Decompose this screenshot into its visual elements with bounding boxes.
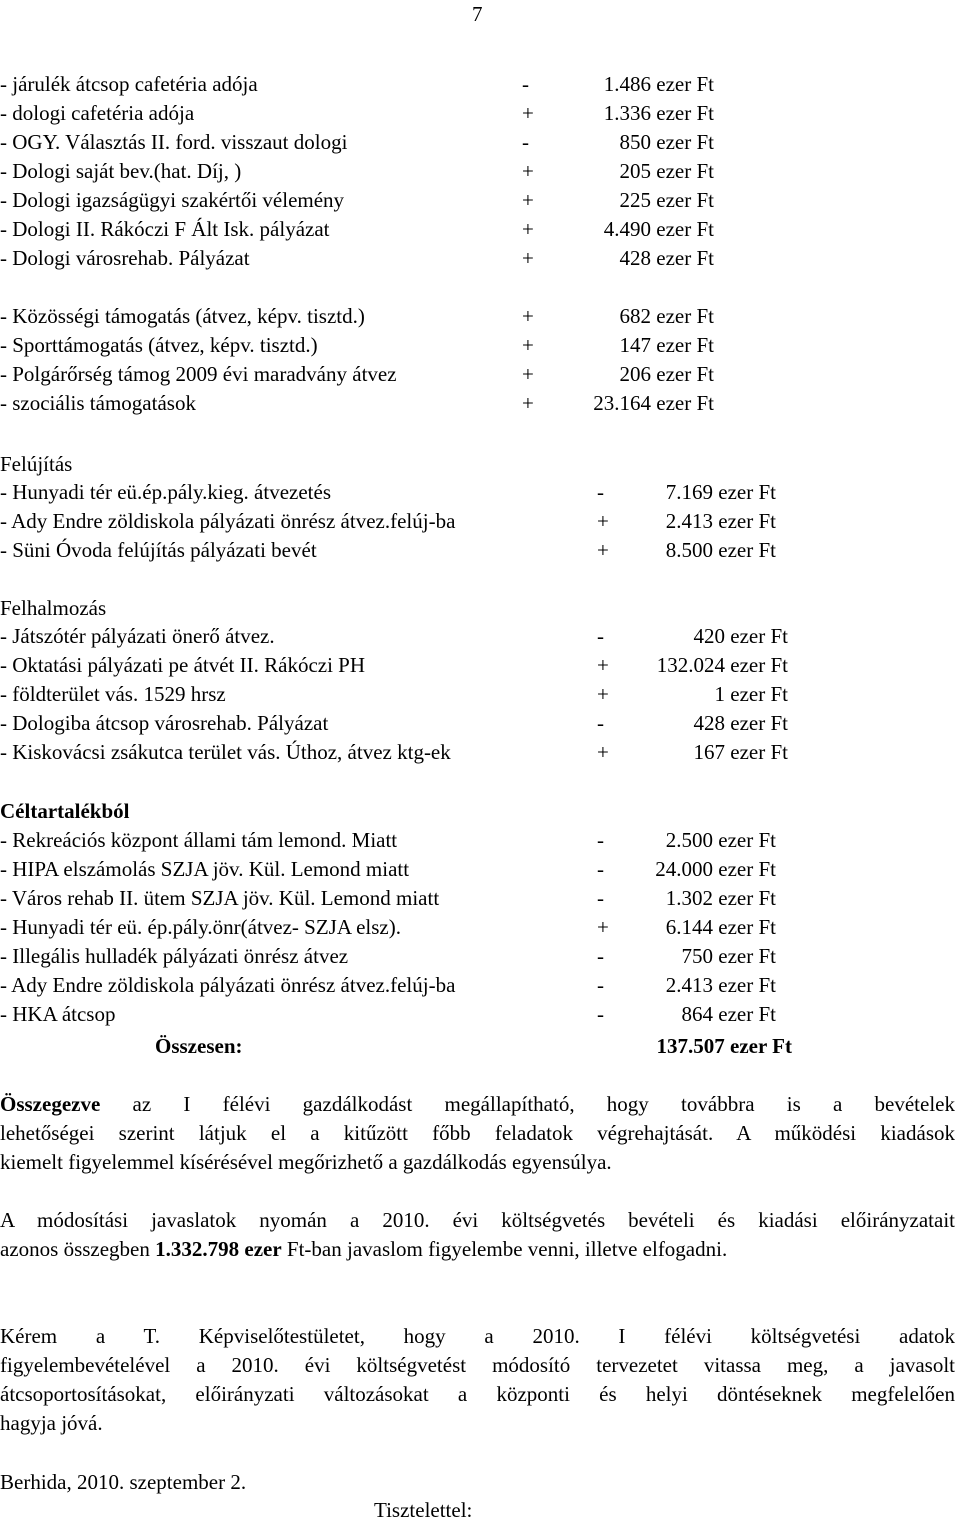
item-sign: - [522, 72, 529, 96]
budget-row [0, 680, 960, 709]
proposal-line-1: A módosítási javaslatok nyomán a 2010. évi költségvetés bevételi és kiadási előirányzatait [0, 1208, 955, 1232]
budget-row [0, 971, 960, 1000]
budget-row [0, 622, 960, 651]
item-amount: 2.413 ezer Ft [665, 973, 776, 997]
budget-row [0, 651, 960, 680]
item-sign: - [597, 944, 604, 968]
total-row [0, 1032, 960, 1061]
budget-row [0, 709, 960, 738]
budget-row [0, 389, 960, 418]
budget-row [0, 186, 960, 215]
item-sign: - [597, 828, 604, 852]
item-label: - Illegális hulladék pályázati önrész átvez [0, 944, 349, 968]
item-sign: - [597, 886, 604, 910]
budget-row [0, 157, 960, 186]
item-amount: 8.500 ezer Ft [665, 538, 776, 562]
heading-celtartalek: Céltartalékból [0, 799, 130, 823]
item-sign: - [597, 480, 604, 504]
place-date: Berhida, 2010. szeptember 2. [0, 1470, 247, 1494]
item-label: - HIPA elszámolás SZJA jöv. Kül. Lemond miatt [0, 857, 410, 881]
item-amount: 1.486 ezer Ft [603, 72, 714, 96]
item-sign: + [522, 217, 534, 241]
budget-row [0, 215, 960, 244]
proposal-line-2-after: Ft-ban javaslom figyelembe venni, illetve elfogadni. [281, 1237, 728, 1261]
item-amount: 682 ezer Ft [619, 304, 714, 328]
item-sign: - [597, 711, 604, 735]
item-sign: - [597, 973, 604, 997]
proposal-line-2 [0, 1235, 955, 1264]
summary-line-1 [0, 1090, 955, 1119]
item-label: - Játszótér pályázati önerő átvez. [0, 624, 275, 648]
request-line-2: figyelembevételével a 2010. évi költségvetést módosító tervezetet vitassa meg, a javasolt [0, 1353, 955, 1377]
heading-felhalmozas: Felhalmozás [0, 596, 107, 620]
budget-row [0, 855, 960, 884]
item-amount: 6.144 ezer Ft [665, 915, 776, 939]
budget-row [0, 507, 960, 536]
item-label: - Közösségi támogatás (átvez, képv. tisztd.) [0, 304, 365, 328]
total-amount: 137.507 ezer Ft [656, 1034, 792, 1058]
item-label: - Dologi II. Rákóczi F Ált Isk. pályázat [0, 217, 330, 241]
item-label: - Dologi városrehab. Pályázat [0, 246, 250, 270]
heading-felujitas: Felújítás [0, 452, 73, 476]
item-amount: 4.490 ezer Ft [603, 217, 714, 241]
budget-row [0, 302, 960, 331]
item-sign: + [597, 509, 609, 533]
item-label: - Hunyadi tér eü.ép.pály.kieg. átvezetés [0, 480, 331, 504]
summary-paragraph [0, 1090, 955, 1177]
item-amount: 206 ezer Ft [619, 362, 714, 386]
item-amount: 850 ezer Ft [619, 130, 714, 154]
request-line-1: Kérem a T. Képviselőtestületet, hogy a 2010. I félévi költségvetési adatok [0, 1324, 955, 1348]
summary-line-2: lehetőségei szerint látjuk el a kitűzött főbb feladatok végrehajtását. A működési kiadások [0, 1121, 955, 1145]
request-paragraph [0, 1322, 955, 1438]
item-label: - Sporttámogatás (átvez, képv. tisztd.) [0, 333, 318, 357]
item-amount: 1 ezer Ft [714, 682, 788, 706]
budget-row [0, 360, 960, 389]
item-sign: + [522, 362, 534, 386]
item-label: - dologi cafetéria adója [0, 101, 195, 125]
item-label: - földterület vás. 1529 hrsz [0, 682, 226, 706]
budget-row [0, 244, 960, 273]
closing: Tisztelettel: [374, 1498, 473, 1522]
budget-row [0, 1000, 960, 1029]
budget-row [0, 913, 960, 942]
item-sign: - [597, 1002, 604, 1026]
item-sign: + [597, 915, 609, 939]
item-label: - Város rehab II. ütem SZJA jöv. Kül. Lemond miatt [0, 886, 440, 910]
item-sign: + [597, 740, 609, 764]
item-amount: 864 ezer Ft [681, 1002, 776, 1026]
item-amount: 1.336 ezer Ft [603, 101, 714, 125]
item-label: - Rekreációs központ állami tám lemond. Miatt [0, 828, 398, 852]
item-label: - Dologi saját bev.(hat. Díj, ) [0, 159, 242, 183]
item-label: - Oktatási pályázati pe átvét II. Rákóczi PH [0, 653, 366, 677]
budget-row [0, 70, 960, 99]
item-label: - Dologiba átcsop városrehab. Pályázat [0, 711, 329, 735]
item-amount: 7.169 ezer Ft [665, 480, 776, 504]
request-line-3: átcsoportosításokat, előirányzati változásokat a központi és helyi döntéseknek megfelelően [0, 1382, 955, 1406]
budget-row [0, 478, 960, 507]
item-amount: 167 ezer Ft [693, 740, 788, 764]
budget-row [0, 942, 960, 971]
summary-line-3: kiemelt figyelemmel kísérésével megőrizhető a gazdálkodás egyensúlya. [0, 1150, 612, 1174]
item-sign: - [597, 624, 604, 648]
item-amount: 132.024 ezer Ft [656, 653, 788, 677]
item-amount: 147 ezer Ft [619, 333, 714, 357]
item-sign: + [522, 101, 534, 125]
item-amount: 2.500 ezer Ft [665, 828, 776, 852]
item-label: - Ady Endre zöldiskola pályázati önrész átvez.felúj-ba [0, 973, 456, 997]
item-sign: + [522, 246, 534, 270]
item-sign: + [522, 159, 534, 183]
item-sign: + [522, 304, 534, 328]
item-sign: + [597, 682, 609, 706]
item-label: - Dologi igazságügyi szakértői vélemény [0, 188, 345, 212]
item-label: - szociális támogatások [0, 391, 196, 415]
item-amount: 2.413 ezer Ft [665, 509, 776, 533]
summary-line-1-text: az I félévi gazdálkodást megállapítható, hogy továbbra is a bevételek [100, 1092, 955, 1116]
item-label: - Kiskovácsi zsákutca terület vás. Úthoz, átvez ktg-ek [0, 740, 451, 764]
budget-row [0, 884, 960, 913]
proposal-paragraph [0, 1206, 955, 1264]
budget-row [0, 128, 960, 157]
item-label: - HKA átcsop [0, 1002, 116, 1026]
request-line-4: hagyja jóvá. [0, 1411, 103, 1435]
total-label: Összesen: [155, 1034, 243, 1058]
item-label: - Süni Óvoda felújítás pályázati bevét [0, 538, 317, 562]
item-amount: 225 ezer Ft [619, 188, 714, 212]
item-amount: 24.000 ezer Ft [655, 857, 776, 881]
budget-row [0, 99, 960, 128]
summary-bold-lead: Összegezve [0, 1092, 101, 1116]
item-sign: - [597, 857, 604, 881]
item-amount: 23.164 ezer Ft [593, 391, 714, 415]
budget-row [0, 331, 960, 360]
item-label: - OGY. Választás II. ford. visszaut dologi [0, 130, 348, 154]
proposal-line-2-before: azonos összegben [0, 1237, 156, 1261]
item-sign: + [522, 333, 534, 357]
item-amount: 420 ezer Ft [693, 624, 788, 648]
item-amount: 205 ezer Ft [619, 159, 714, 183]
item-amount: 428 ezer Ft [693, 711, 788, 735]
item-label: - Polgárőrség támog 2009 évi maradvány átvez [0, 362, 397, 386]
item-sign: - [522, 130, 529, 154]
page-number: 7 [472, 2, 483, 26]
item-label: - Ady Endre zöldiskola pályázati önrész átvez.felúj-ba [0, 509, 456, 533]
item-amount: 428 ezer Ft [619, 246, 714, 270]
item-sign: + [597, 538, 609, 562]
budget-row [0, 738, 960, 767]
item-amount: 750 ezer Ft [681, 944, 776, 968]
item-label: - járulék átcsop cafetéria adója [0, 72, 258, 96]
proposal-total-amount: 1.332.798 ezer [155, 1237, 282, 1261]
item-amount: 1.302 ezer Ft [665, 886, 776, 910]
item-sign: + [522, 391, 534, 415]
budget-row [0, 826, 960, 855]
item-sign: + [522, 188, 534, 212]
item-sign: + [597, 653, 609, 677]
item-label: - Hunyadi tér eü. ép.pály.önr(átvez- SZJA elsz). [0, 915, 401, 939]
budget-row [0, 536, 960, 565]
